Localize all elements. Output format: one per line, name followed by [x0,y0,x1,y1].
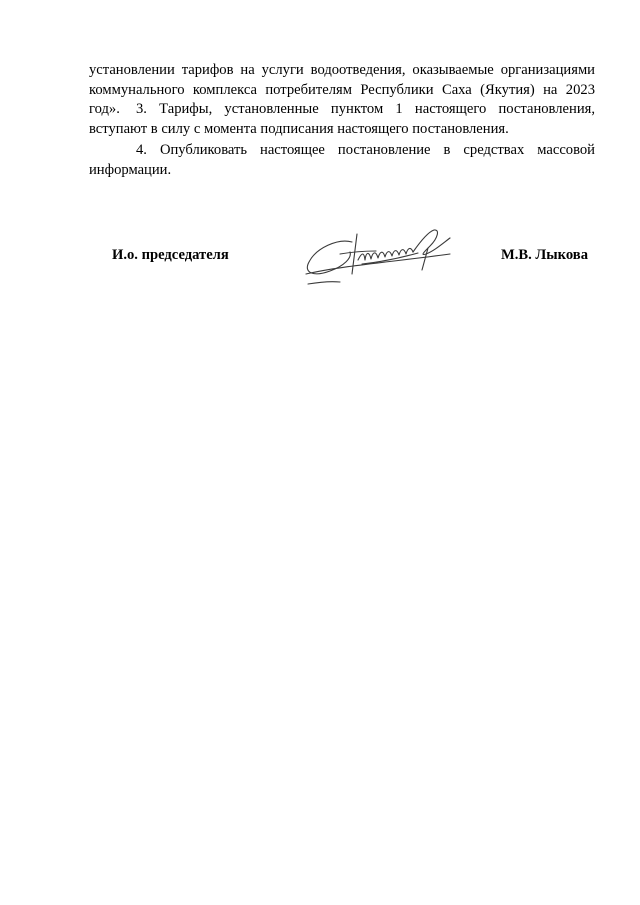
paragraph-4-container [89,141,595,180]
paragraph-3: 3. Тарифы, установленные пунктом 1 настоящего постановления, вступают в силу с момента подписания настоящего постановления. [89,101,595,137]
signatory-name: М.В. Лыкова [500,247,588,263]
paragraph-3-container [89,100,595,139]
signatory-title: И.о. председателя [112,247,229,263]
paragraph-4: 4. Опубликовать настоящее постановление в средствах массовой информации. [89,142,595,178]
paragraph-continuation: установлении тарифов на услуги водоотведения, оказываемые организациями коммунального комплекса потребителям Республики Саха (Якутия) на 2023 год». [89,62,595,118]
handwritten-signature [300,226,460,288]
